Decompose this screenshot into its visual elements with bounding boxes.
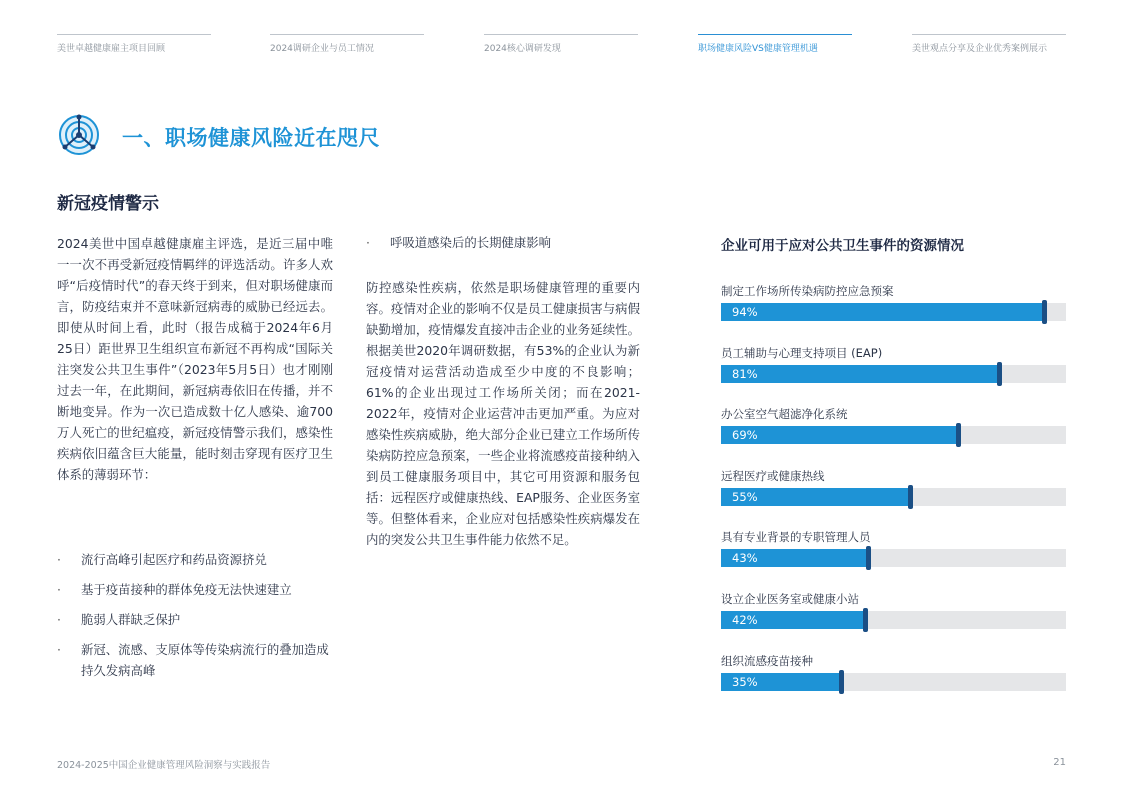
- bar-end-cap: [997, 362, 1002, 386]
- bar-value-label: 94%: [732, 305, 758, 319]
- bar-category-label: 具有专业背景的专职管理人员: [721, 530, 871, 545]
- nav-item-label: 2024核心调研发现: [484, 44, 561, 54]
- nav-item-label: 美世卓越健康雇主项目回顾: [57, 44, 166, 54]
- resource-bar-chart: [721, 280, 1067, 700]
- nav-item-risk-vs-opportunity[interactable]: [698, 34, 852, 54]
- bar-category-label: 远程医疗或健康热线: [721, 468, 825, 483]
- list-item: [57, 639, 335, 681]
- bar-category-label: 办公室空气超滤净化系统: [721, 407, 848, 422]
- bar-track: [721, 611, 1066, 629]
- list-item-text: 呼吸道感染后的长期健康影响: [390, 235, 552, 250]
- target-radar-icon: [57, 113, 101, 157]
- bar-track: [721, 426, 1066, 444]
- bar-row: [721, 465, 1067, 515]
- list-item: [57, 579, 335, 600]
- list-item: [366, 232, 646, 253]
- nav-item-survey-overview[interactable]: [270, 34, 424, 54]
- bar-value-label: 81%: [732, 366, 758, 381]
- bar: [721, 303, 1045, 321]
- list-item-text: 新冠、流感、支原体等传染病流行的叠加造成持久发病高峰: [81, 642, 329, 678]
- column-2-bullet: [366, 232, 646, 262]
- top-nav: [57, 34, 1067, 54]
- list-item-text: 流行高峰引起医疗和药品资源挤兑: [81, 552, 267, 567]
- bar-value-label: 35%: [732, 674, 758, 689]
- bar-value-label: 55%: [732, 489, 758, 504]
- intro-paragraph: 2024美世中国卓越健康雇主评选，是近三届中唯一一次不再受新冠疫情羁绊的评选活动。许多人欢呼“后疫情时代”的春天终于到来，但对职场健康而言，防疫结束并不意味新冠病毒的威胁已经远去。即使从时间上看，此时（报告成稿于2024年6月25日）距世界卫生组织宣布新冠不再构成“国际关注突发公共卫生事件”（2023年5月5日）也才刚刚过去一年，在此期间，新冠病毒依旧在传播，并不断地变异。作为一次已造成数十亿人感染、逾700万人死亡的世纪瘟疫，新冠疫情警示我们，感染性疾病依旧蕴含巨大能量，能时刻击穿现有医疗卫生体系的薄弱环节：: [57, 236, 333, 482]
- column-1: [57, 233, 333, 485]
- bar: [721, 365, 1000, 383]
- nav-item-core-findings[interactable]: [484, 34, 638, 54]
- bullet-dot: ·: [57, 582, 61, 597]
- bullet-dot: ·: [57, 552, 61, 567]
- bar-track: [721, 488, 1066, 506]
- list-item-text: 基于疫苗接种的群体免疫无法快速建立: [81, 582, 292, 597]
- list-item: [57, 549, 335, 570]
- bullet-dot: ·: [57, 612, 61, 627]
- chart-title: 企业可用于应对公共卫生事件的资源情况: [721, 238, 964, 254]
- bar-row: [721, 650, 1067, 700]
- bar-end-cap: [863, 608, 868, 632]
- bar-row: [721, 342, 1067, 392]
- section-title: 一、职场健康风险近在咫尺: [122, 126, 380, 150]
- bullet-dot: ·: [366, 235, 370, 250]
- bullet-dot: ·: [57, 642, 61, 657]
- bar-value-label: 42%: [732, 613, 758, 627]
- bar-category-label: 设立企业医务室或健康小站: [721, 592, 859, 606]
- subtitle: 新冠疫情警示: [57, 194, 159, 214]
- body-paragraph: 防控感染性疾病，依然是职场健康管理的重要内容。疫情对企业的影响不仅是员工健康损害与病假缺勤增加，疫情爆发直接冲击企业的业务延续性。根据美世2020年调研数据，有53%的企业认为新冠疫情对运营活动造成至少中度的不良影响；61%的企业出现过工作场所关闭；而在2021-2022年，疫情对企业运营冲击更加严重。为应对感染性疾病威胁，绝大部分企业已建立工作场所传染病防控应急预案，一些企业将流感疫苗接种纳入到员工健康服务项目中，其它可用资源和服务包括：远程医疗或健康热线、EAP服务、企业医务室等。但整体看来，企业应对包括感染性疾病爆发在内的突发公共卫生事件能力依然不足。: [366, 280, 640, 547]
- bar-row: [721, 280, 1067, 330]
- bullet-list: [57, 549, 335, 690]
- bar-category-label: 员工辅助与心理支持项目 (EAP): [721, 345, 883, 360]
- nav-item-label: 2024调研企业与员工情况: [270, 44, 374, 54]
- bar-row: [721, 403, 1067, 453]
- bar-end-cap: [1042, 300, 1047, 324]
- bar-row: [721, 526, 1067, 576]
- bar-end-cap: [956, 423, 961, 447]
- nav-item-label: 职场健康风险VS健康管理机遇: [698, 44, 818, 54]
- list-item-text: 脆弱人群缺乏保护: [81, 612, 181, 627]
- bar-value-label: 69%: [732, 428, 758, 443]
- bar-value-label: 43%: [732, 551, 758, 566]
- bar-track: [721, 303, 1066, 321]
- bar-track: [721, 549, 1066, 567]
- bar-end-cap: [866, 546, 871, 570]
- list-item: [57, 609, 335, 630]
- column-2: [366, 277, 640, 550]
- nav-item-label: 美世观点分享及企业优秀案例展示: [912, 44, 1048, 54]
- bar-end-cap: [839, 670, 844, 694]
- bar-end-cap: [908, 485, 913, 509]
- nav-item-review[interactable]: [57, 34, 211, 54]
- bar-category-label: 制定工作场所传染病防控应急预案: [721, 284, 894, 298]
- page-number: 21: [1053, 757, 1066, 768]
- bar-track: [721, 365, 1066, 383]
- nav-item-cases[interactable]: [912, 34, 1066, 54]
- bar-category-label: 组织流感疫苗接种: [721, 653, 813, 668]
- bar-row: [721, 588, 1067, 638]
- bar-track: [721, 673, 1066, 691]
- footer-report-title: 2024-2025中国企业健康管理风险洞察与实践报告: [57, 760, 271, 771]
